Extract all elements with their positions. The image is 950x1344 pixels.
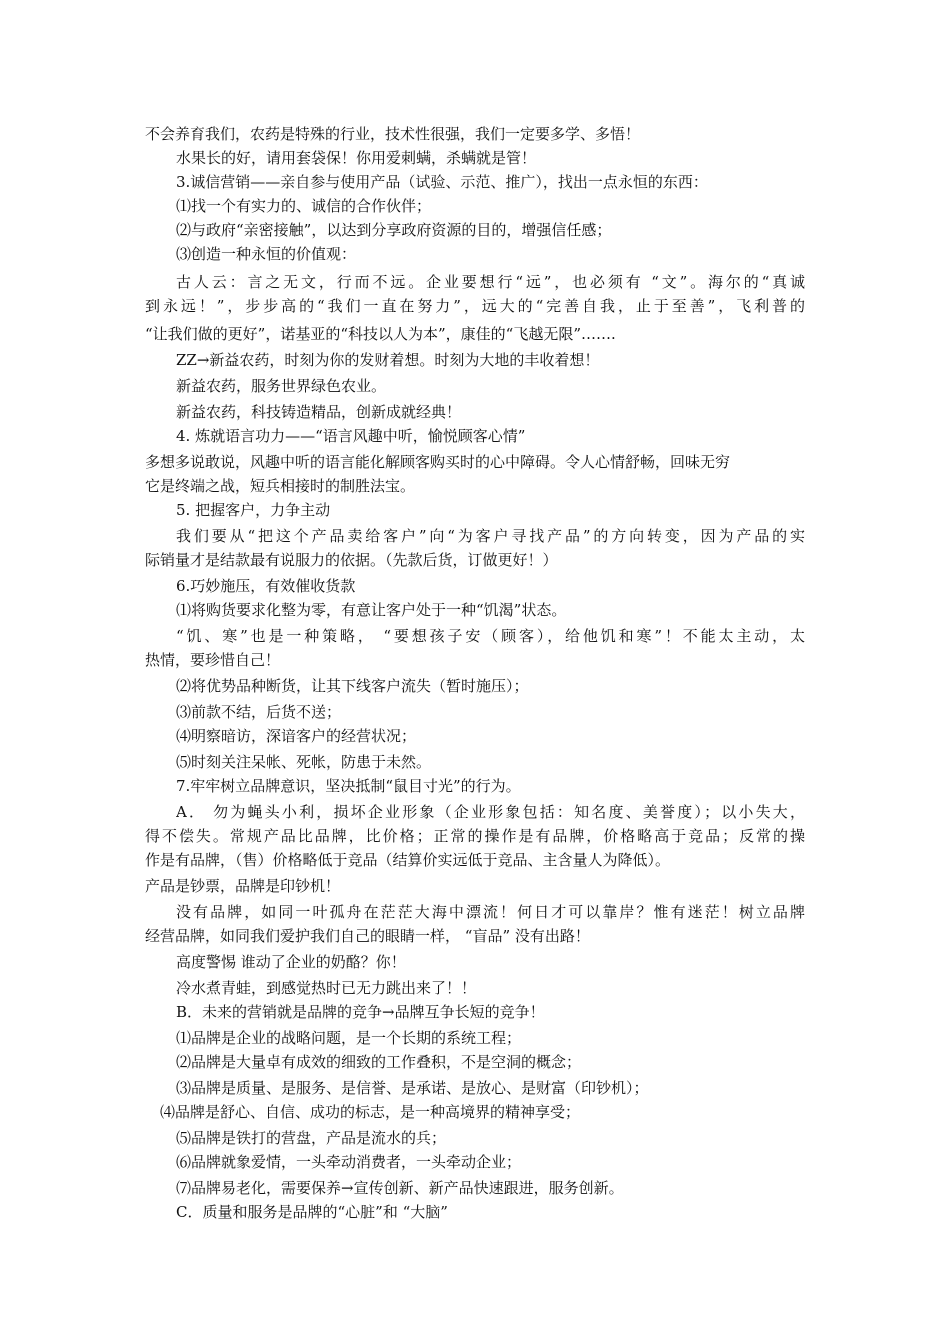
list-item: ⑴将购货要求化整为零，有意让客户处于一种“饥渴”状态。 — [176, 601, 567, 619]
paragraph-line: 高度警惕 谁动了企业的奶酪？你！ — [176, 953, 406, 971]
section-heading: 5. 把握客户，力争主动 — [176, 501, 331, 519]
slogan-line: 新益农药，科技铸造精品，创新成就经典！ — [176, 403, 462, 421]
paragraph-line: 得不偿失。常规产品比品牌，比价格；正常的操作是有品牌，价格略高于竞品；反常的操 — [145, 827, 805, 845]
list-item: ⑴找一个有实力的、诚信的合作伙伴； — [176, 197, 432, 215]
list-item: ⑹品牌就象爱情，一头牵动消费者，一头牵动企业； — [176, 1153, 522, 1171]
paragraph-line: “让我们做的更好”，诺基亚的“科技以人为本”，康佳的“飞越无限”……. — [145, 325, 616, 343]
list-item: ⑷明察暗访，深谙客户的经营状况； — [176, 727, 417, 745]
section-heading: 6.巧妙施压，有效催收货款 — [176, 577, 356, 595]
list-item: ⑷品牌是舒心、自信、成功的标志，是一种高境界的精神享受； — [160, 1103, 581, 1121]
paragraph-line: 际销量才是结款最有说服力的依据。（先款后货，订做更好！） — [145, 551, 558, 569]
slogan-line: 新益农药，服务世界绿色农业。 — [176, 377, 387, 395]
paragraph-line: 冷水煮青蛙，到感觉热时已无力跳出来了！！ — [176, 979, 477, 997]
paragraph-line: A． 勿为蝇头小利，损坏企业形象（企业形象包括：知名度、美誉度）；以小失大， — [176, 803, 805, 821]
paragraph-line: 水果长的好，请用套袋保！你用爱刺螨，杀螨就是管！ — [176, 149, 537, 167]
section-heading: 4. 炼就语言功力——“语言风趣中听，愉悦顾客心情” — [176, 427, 526, 445]
paragraph-line: 不会养育我们，农药是特殊的行业，技术性很强，我们一定要多学、多悟！ — [145, 125, 641, 143]
section-heading: 7.牢牢树立品牌意识，坚决抵制“鼠目寸光”的行为。 — [176, 777, 521, 795]
list-item: ⑶创造一种永恒的价值观： — [176, 245, 357, 263]
paragraph-line: 我们要从“把这个产品卖给客户”向“为客户寻找产品”的方向转变，因为产品的实 — [176, 527, 805, 545]
list-item: ⑵与政府“亲密接触”，以达到分享政府资源的目的，增强信任感； — [176, 221, 612, 239]
paragraph-line: 多想多说敢说，风趣中听的语言能化解顾客购买时的心中障碍。令人心情舒畅，回味无穷 — [145, 453, 731, 471]
list-item: ⑶前款不结，后货不送； — [176, 703, 342, 721]
list-item: ⑺品牌易老化，需要保养→宣传创新、新产品快速跟进，服务创新。 — [176, 1179, 624, 1197]
paragraph-line: 到永远！”，步步高的“我们一直在努力”，远大的“完善自我，止于至善”，飞利普的 — [145, 297, 805, 315]
paragraph-line: 经营品牌，如同我们爱护我们自己的眼睛一样， “盲品” 没有出路！ — [145, 927, 590, 945]
section-heading: B．未来的营销就是品牌的竞争→品牌互争长短的竞争！ — [176, 1003, 545, 1021]
list-item: ⑸时刻关注呆帐、死帐，防患于未然。 — [176, 753, 432, 771]
paragraph-line: 古人云：言之无文，行而不远。企业要想行“远”，也必须有 “文”。海尔的“真诚 — [176, 273, 805, 291]
section-heading: 3.诚信营销——亲自参与使用产品（试验、示范、推广），找出一点永恒的东西： — [176, 173, 708, 191]
list-item: ⑵品牌是大量卓有成效的细致的工作叠积，不是空洞的概念； — [176, 1053, 582, 1071]
section-heading: C．质量和服务是品牌的“心脏”和 “大脑” — [176, 1203, 448, 1221]
list-item: ⑶品牌是质量、是服务、是信誉、是承诺、是放心、是财富（印钞机）； — [176, 1079, 649, 1097]
slogan-line: ZZ→新益农药，时刻为你的发财着想。时刻为大地的丰收着想！ — [176, 351, 600, 369]
list-item: ⑴品牌是企业的战略问题，是一个长期的系统工程； — [176, 1029, 522, 1047]
paragraph-line: 作是有品牌，（售）价格略低于竞品（结算价实远低于竞品、主含量人为降低）。 — [145, 851, 671, 869]
paragraph-line: 它是终端之战，短兵相接时的制胜法宝。 — [145, 477, 416, 495]
paragraph-line: “饥、寒”也是一种策略， “要想孩子安（顾客），给他饥和寒”！不能太主动，太 — [176, 627, 805, 645]
paragraph-line: 没有品牌，如同一叶孤舟在茫茫大海中漂流！何日才可以靠岸？惟有迷茫！树立品牌 — [176, 903, 805, 921]
list-item: ⑸品牌是铁打的营盘，产品是流水的兵； — [176, 1129, 447, 1147]
paragraph-line: 热情，要珍惜自己！ — [145, 651, 281, 669]
list-item: ⑵将优势品种断货，让其下线客户流失（暂时施压）； — [176, 677, 529, 695]
paragraph-line: 产品是钞票，品牌是印钞机！ — [145, 877, 341, 895]
